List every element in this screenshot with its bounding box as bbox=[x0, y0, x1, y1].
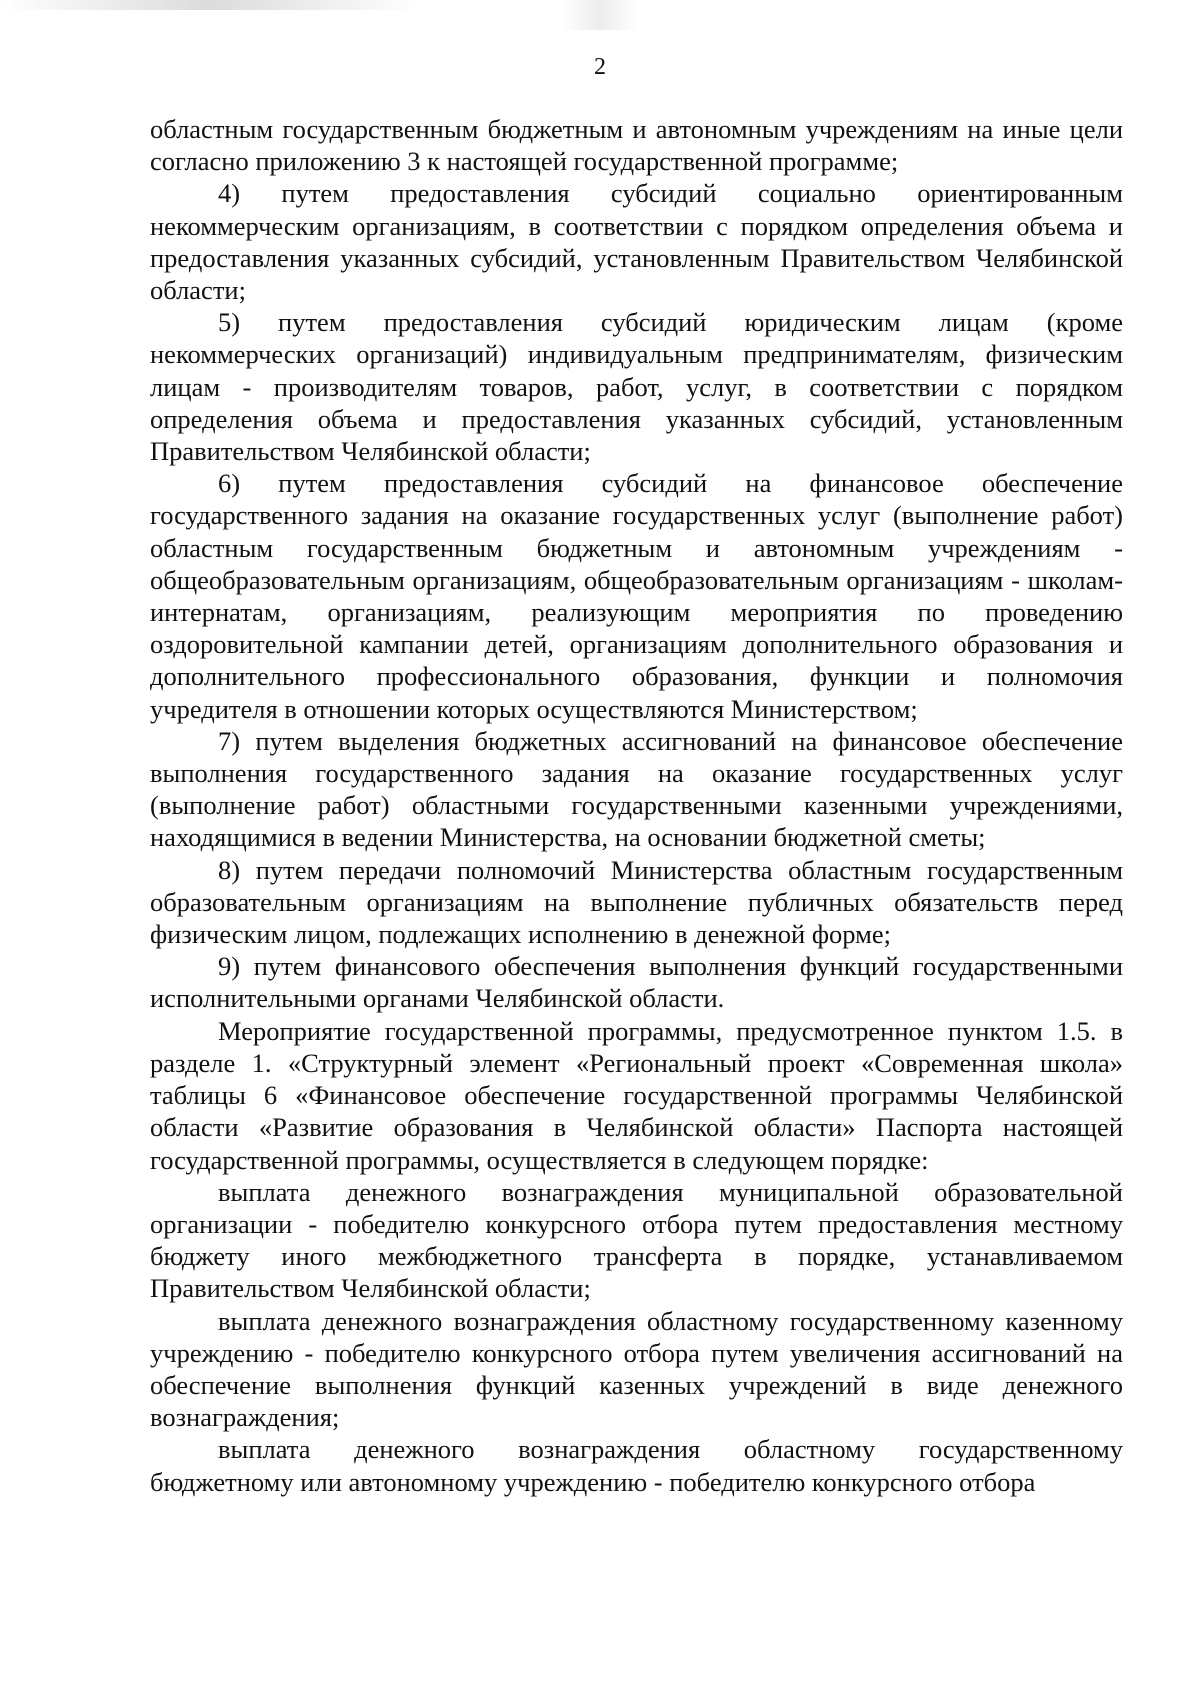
list-item-7: 7) путем выделения бюджетных ассигнований на финансовое обеспечение выполнения государственного задания на оказание государственных услуг (выполнение работ) областными государственными казенными учреждениями, находящимися в ведении Министерства, на основании бюджетной сметы; bbox=[150, 725, 1123, 853]
list-item-6: 6) путем предоставления субсидий на финансовое обеспечение государственного задания на оказание государственных услуг (выполнение работ) областным государственным бюджетным и автономным учреждениям - общеобразовательным организациям, общеобразовательным организациям - школам-интернатам, организациям, реализующим мероприятия по проведению оздоровительной кампании детей, организациям дополнительного образования и дополнительного профессионального образования, функции и полномочия учредителя в отношении которых осуществляются Министерством; bbox=[150, 468, 1123, 724]
list-item-5: 5) путем предоставления субсидий юридическим лицам (кроме некоммерческих организаций) индивидуальным предпринимателям, физическим лицам - производителям товаров, работ, услуг, в соответствии с порядком определения объема и предоставления указанных субсидий, установленным Правительством Челябинской области; bbox=[150, 307, 1123, 467]
list-item-8: 8) путем передачи полномочий Министерства областным государственным образовательным организациям на выполнение публичных обязательств перед физическим лицом, подлежащих исполнению в денежной форме; bbox=[150, 854, 1123, 950]
paragraph-payment-treasury: выплата денежного вознаграждения областному государственному казенному учреждению - победителю конкурсного отбора путем увеличения ассигнований на обеспечение выполнения функций казенных учреждений в виде денежного вознаграждения; bbox=[150, 1305, 1123, 1433]
scan-artifact bbox=[0, 0, 420, 10]
list-item-4: 4) путем предоставления субсидий социально ориентированным некоммерческим организациям, в соответствии с порядком определения объема и предоставления указанных субсидий, установленным Правительством Челябинской области; bbox=[150, 178, 1123, 306]
list-item-9: 9) путем финансового обеспечения выполнения функций государственными исполнительными органами Челябинской области. bbox=[150, 951, 1123, 1014]
paragraph-payment-budgetary: выплата денежного вознаграждения областному государственному бюджетному или автономному учреждению - победителю конкурсного отбора bbox=[150, 1434, 1123, 1497]
page-number: 2 bbox=[594, 54, 606, 80]
paragraph-measure-1-5: Мероприятие государственной программы, предусмотренное пунктом 1.5. в разделе 1. «Структурный элемент «Региональный проект «Современная школа» таблицы 6 «Финансовое обеспечение государственной программы Челябинской области «Развитие образования в Челябинской области» Паспорта настоящей государственной программы, осуществляется в следующем порядке: bbox=[150, 1015, 1123, 1175]
paragraph-payment-municipal: выплата денежного вознаграждения муниципальной образовательной организации - победителю конкурсного отбора путем предоставления местному бюджету иного межбюджетного трансферта в порядке, устанавливаемом Правительством Челябинской области; bbox=[150, 1176, 1123, 1304]
scan-artifact bbox=[560, 0, 640, 30]
paragraph-continuation: областным государственным бюджетным и автономным учреждениям на иные цели согласно приложению 3 к настоящей государственной программе; bbox=[150, 114, 1123, 177]
document-body bbox=[150, 113, 1123, 1498]
